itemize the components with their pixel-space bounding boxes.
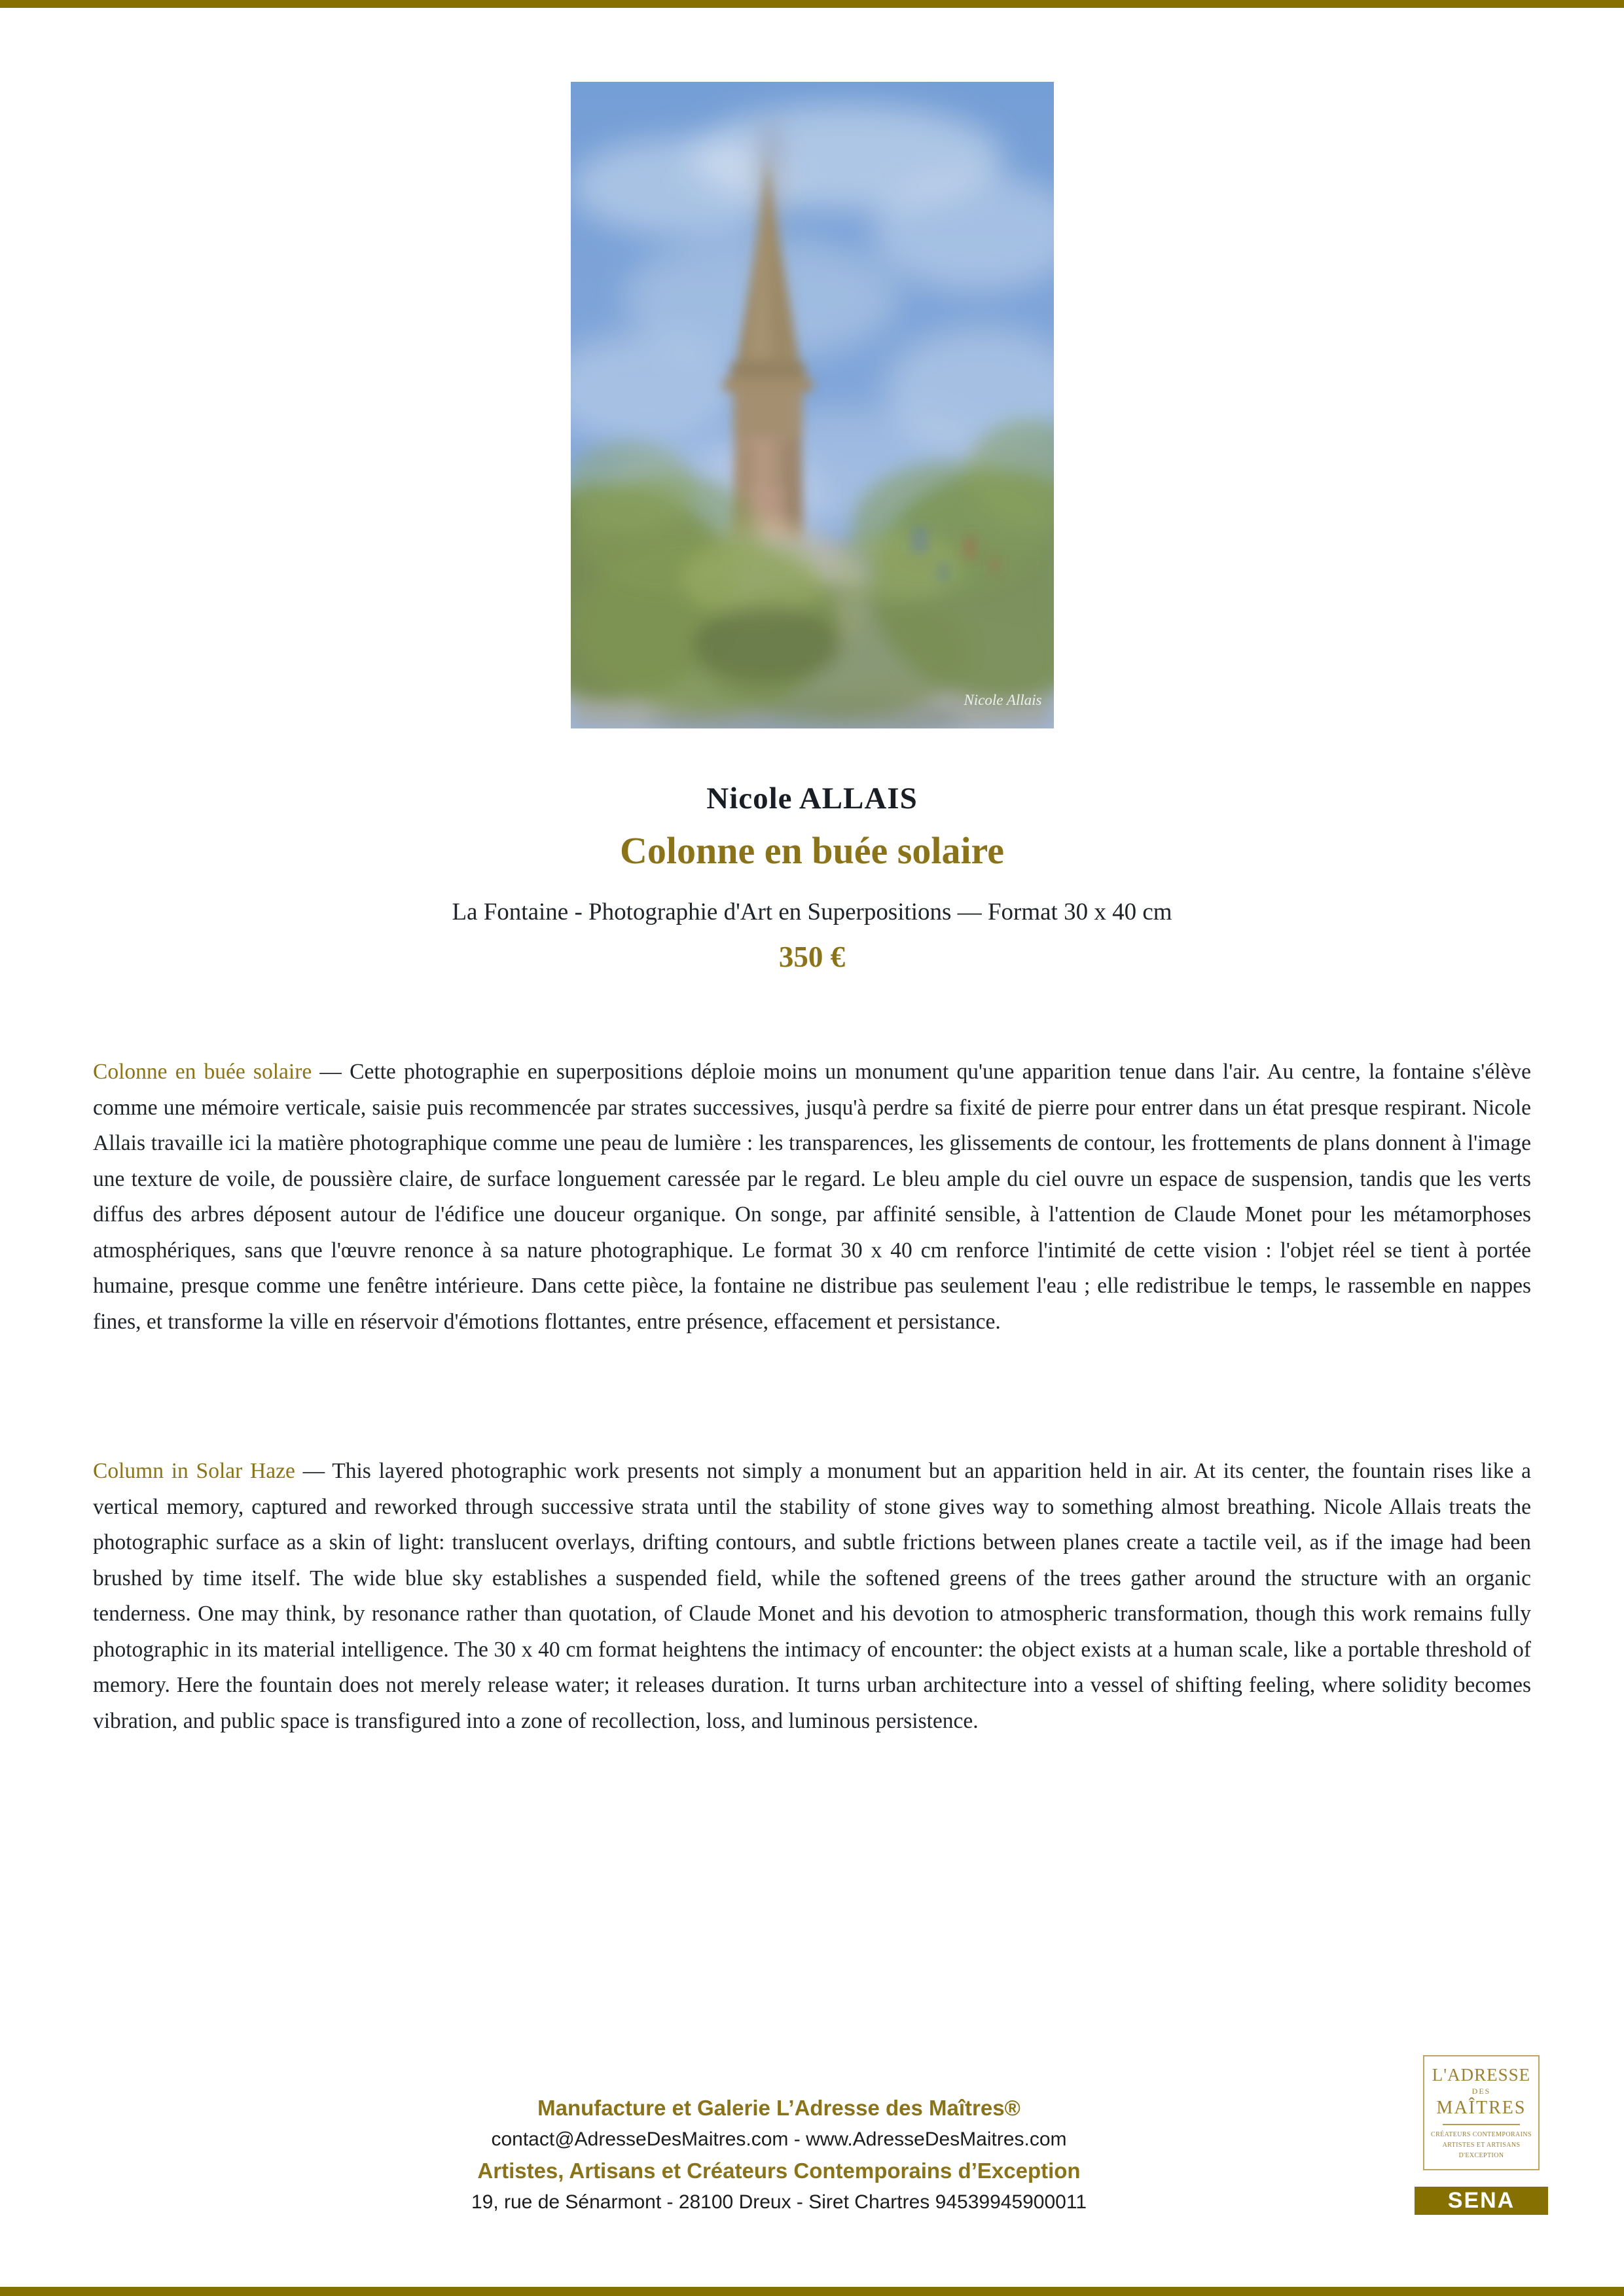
footer-email[interactable]: contact@AdresseDesMaitres.com [491,2128,789,2150]
footer-gallery-name: Manufacture et Galerie L’Adresse des Maîtres® [537,2096,1020,2120]
description-french [93,1054,1531,1340]
artwork-price: 350 € [778,941,846,973]
description-english [93,1454,1531,1739]
artist-signature: Nicole Allais [963,692,1042,708]
logo-name-mid: DES [1471,2087,1491,2096]
logo-divider [1443,2124,1520,2125]
footer-address: 19, rue de Sénarmont - 28100 Dreux - Siret Chartres 94539945900011 [471,2191,1087,2213]
artwork-title: Colonne en buée solaire [620,829,1004,872]
footer-tagline: Artistes, Artisans et Créateurs Contemporains d’Exception [477,2159,1081,2183]
logo-name-bottom: MAÎTRES [1436,2098,1526,2118]
logo-subline-1: CRÉATEURS CONTEMPORAINS [1431,2131,1532,2138]
artwork-subtitle: La Fontaine - Photographie d'Art en Superpositions — Format 30 x 40 cm [452,899,1172,925]
top-accent-bar [0,0,1624,8]
footer [0,2092,1558,2218]
description-english-body: — This layered photographic work presents not simply a monument but an apparition held in air. At its center, the fountain rises like a vertical memory, captured and reworked through successive strata until the stability of stone gives way to something almost breathing. Nicole Allais treats the photographic surface as a skin of light: translucent overlays, drifting contours, and subtle frictions between planes create a tactile veil, as if the image had been brushed by time itself. The wide blue sky establishes a suspended field, while the softened greens of the trees gather around the structure with an organic tenderness. One may think, by resonance rather than quotation, of Claude Monet and his devotion to atmospheric transformation, though this work remains fully photographic in its material intelligence. The 30 x 40 cm format heightens the intimacy of encounter: the object exists at a human scale, like a portable threshold of memory. Here the fountain does not merely release water; it releases duration. It turns urban architecture into a vessel of shifting feeling, where solidity becomes vibration, and public space is transfigured into a zone of recollection, loss, and luminous persistence. [93,1459,1531,1733]
artwork-photo [571,82,1054,728]
footer-contact-separator: - [788,2128,806,2150]
photo-haze-overlay [571,82,1054,728]
bottom-accent-bar [0,2287,1624,2296]
logo-subline-2: ARTISTES ET ARTISANS [1442,2142,1521,2149]
description-french-body: — Cette photographie en superpositions déploie moins un monument qu'une apparition tenue dans l'air. Au centre, la fontaine s'élève comme une mémoire verticale, saisie puis recommencée par strates successives, jusqu'à perdre sa fixité de pierre pour entrer dans un état presque respirant. Nicole Allais travaille ici la matière photographique comme une peau de lumière : les transparences, les glissements de contour, les frottements de plans donnent à l'image une texture de voile, de poussière claire, de surface longuement caressée par le regard. Le bleu ample du ciel ouvre un espace de suspension, tandis que les verts diffus des arbres déposent autour de l'édifice une douceur organique. On songe, par affinité sensible, à l'attention de Claude Monet pour les métamorphoses atmosphériques, sans que l'œuvre renonce à sa nature photographique. Le format 30 x 40 cm renforce l'intimité de cette vision : l'objet réel se tient à portée humaine, presque comme une fenêtre intérieure. Dans cette pièce, la fontaine ne distribue pas seulement l'eau ; elle redistribue le temps, le rassemble en nappes fines, et transforme la ville en réservoir d'émotions flottantes, entre présence, effacement et persistance. [93,1060,1531,1334]
logo-subline-3: D'EXCEPTION [1458,2152,1504,2159]
description-french-lead: Colonne en buée solaire [93,1060,312,1084]
footer-contact-line [0,2124,1558,2155]
sena-badge: SENA [1415,2187,1548,2215]
artwork-photo-canvas [571,82,1054,728]
gallery-logo [1423,2055,1540,2170]
footer-website[interactable]: www.AdresseDesMaitres.com [806,2128,1067,2150]
logo-name-top: L'ADRESSE [1432,2065,1531,2085]
description-english-lead: Column in Solar Haze [93,1459,295,1483]
artist-name: Nicole ALLAIS [706,781,918,816]
